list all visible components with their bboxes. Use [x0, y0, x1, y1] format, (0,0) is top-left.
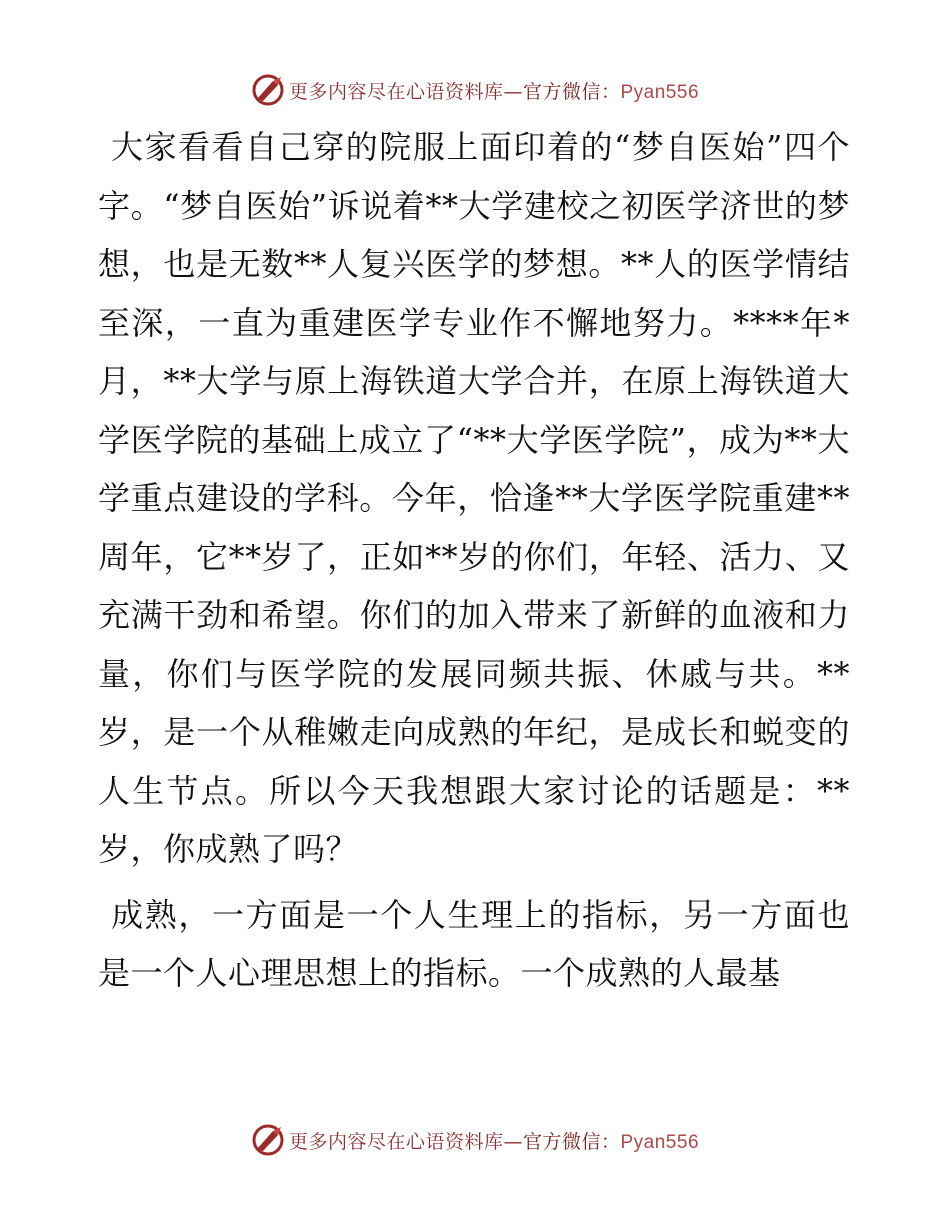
paragraph-1-text: 大家看看自己穿的院服上面印着的“梦自医始”四个字。“梦自医始”诉说着**大学建校之初医学济世的梦想，也是无数**人复兴医学的梦想。**人的医学情结至深，一直为重建医学专业作不懈地努力。****年*月，**大学与原上海铁道大学合并，在原上海铁道大学医学院的基础上成立了“**大学医学院”，成为**大学重点建设的学科。今年，恰逢**大学医学院重建**周年，它**岁了，正如**岁的你们，年轻、活力、又充满干劲和希望。你们的加入带来了新鲜的血液和力量，你们与医学院的发展同频共振、休戚与共。**岁，是一个从稚嫩走向成熟的年纪，是成长和蜕变的人生节点。所以今天我想跟大家讨论的话题是：**岁，你成熟了吗？ — [98, 128, 850, 868]
paragraph-2 — [98, 886, 850, 1003]
watermark-wechat-label: 官方微信： — [522, 80, 621, 103]
document-body — [98, 118, 850, 1010]
paragraph-1 — [98, 118, 850, 879]
watermark-text — [289, 77, 699, 104]
quill-logo-icon — [251, 1123, 285, 1157]
watermark-wechat-id: Pyan556 — [620, 1131, 700, 1153]
quill-logo-icon — [251, 73, 285, 107]
watermark-wechat-label: 官方微信： — [522, 1130, 621, 1153]
paragraph-2-text: 成熟，一方面是一个人生理上的指标，另一方面也是一个人心理思想上的指标。一个成熟的人最基 — [98, 895, 850, 992]
watermark-site-text: 更多内容尽在心语资料库— — [288, 1130, 523, 1153]
header-watermark-banner — [0, 70, 950, 110]
watermark-text — [289, 1127, 699, 1154]
footer-watermark-banner — [0, 1120, 950, 1160]
watermark-site-text: 更多内容尽在心语资料库— — [288, 80, 523, 103]
watermark-wechat-id: Pyan556 — [620, 81, 700, 103]
